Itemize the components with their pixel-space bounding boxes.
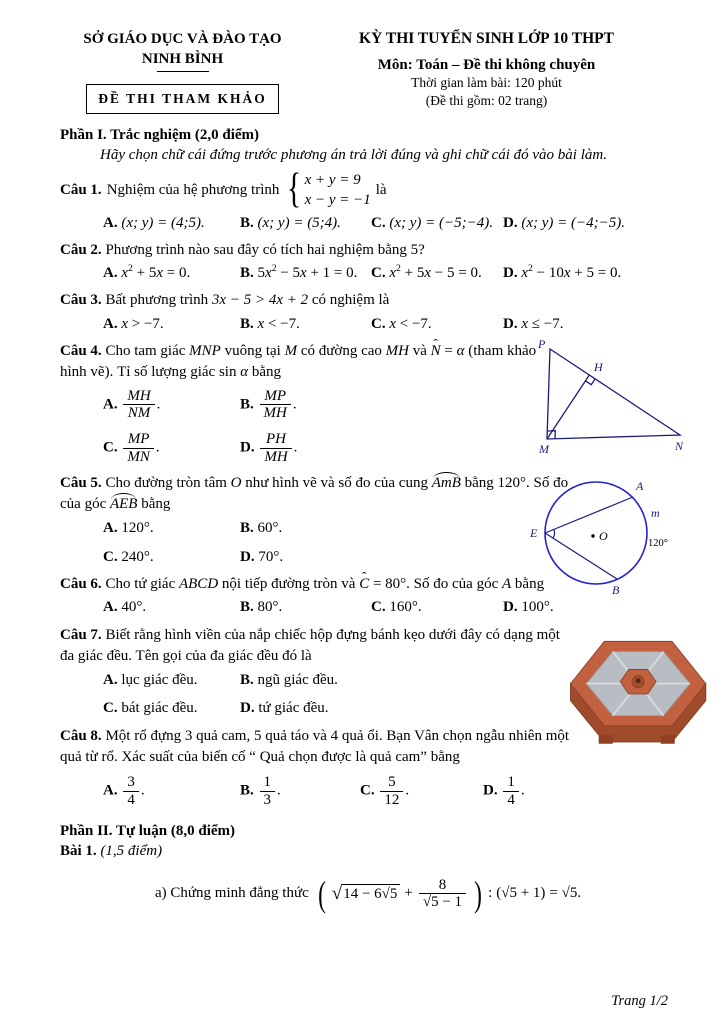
option-a: A. 40°. bbox=[103, 599, 147, 616]
center-dot bbox=[591, 534, 594, 537]
question-7-text: Câu 7. Biết rằng hình viền của nắp chiếc hộp đựng bánh kẹo dưới đây có dạng một đa giác đều. Tên gọi của đa giác đều đó là bbox=[60, 626, 560, 664]
option-a: A. $\frac{MH}{NM}$ . bbox=[103, 387, 161, 422]
header-divider bbox=[157, 71, 209, 72]
option-b: B. ngũ giác đều. bbox=[240, 672, 338, 689]
statement-prefix: a) Chứng minh đẳng thức bbox=[155, 885, 309, 902]
vertex-label-p: P bbox=[538, 336, 546, 351]
option-b: B. 60°. bbox=[240, 520, 283, 537]
question-3 bbox=[60, 290, 668, 335]
question-2 bbox=[60, 240, 668, 285]
vertex-label-n: N bbox=[675, 438, 684, 453]
option-d: D. x ≤ −7. bbox=[503, 315, 564, 332]
right-triangle-figure bbox=[520, 335, 692, 457]
question-1-options bbox=[103, 213, 668, 234]
radical-expression: √ 14 − 6√5 bbox=[332, 884, 401, 903]
duration-line: Thời gian làm bài: 120 phút bbox=[411, 75, 562, 90]
question-3-options bbox=[103, 314, 668, 335]
question-3-text: Câu 3. Bất phương trình 3x − 5 > 4x + 2 có nghiệm là bbox=[60, 292, 390, 309]
question-6-options bbox=[103, 597, 668, 618]
question-1 bbox=[60, 166, 668, 234]
triangle-outline bbox=[547, 349, 680, 439]
altitude-line bbox=[547, 375, 589, 439]
point-label-e: E bbox=[530, 525, 538, 540]
big-paren-open: ( bbox=[317, 873, 326, 914]
question-5-text: Câu 5. Cho đường tròn tâm O như hình vẽ và số đo của cung AmB bằng 120°. Số đo của góc AEB bằng bbox=[60, 474, 569, 513]
option-a: A. x > −7. bbox=[103, 315, 164, 332]
exam-type-box: ĐỀ THI THAM KHẢO bbox=[86, 84, 278, 114]
page-number: Trang 1/2 bbox=[611, 993, 668, 1009]
part1-instruction: Hãy chọn chữ cái đứng trước phương án trả lời đúng và ghi chữ cái đó vào bài làm. bbox=[100, 147, 607, 163]
question-8-options bbox=[103, 773, 668, 810]
option-d: D. (x; y) = (−4;−5). bbox=[503, 214, 625, 231]
question-8 bbox=[60, 726, 668, 810]
option-c: C. 160°. bbox=[371, 599, 422, 616]
question-text-post: là bbox=[375, 181, 387, 198]
option-d: D. 100°. bbox=[503, 599, 554, 616]
option-d: D. $x^2 - 10x + 5 = 0$. bbox=[503, 263, 622, 282]
big-paren-close: ) bbox=[474, 873, 482, 914]
option-c: C. x < −7. bbox=[371, 315, 432, 332]
option-d: D. $\frac{PH}{MH}$ . bbox=[240, 431, 298, 465]
option-c: C. bát giác đều. bbox=[103, 700, 198, 717]
option-d: D. tứ giác đều. bbox=[240, 700, 329, 717]
question-1-text bbox=[60, 166, 668, 213]
option-a: A. $\frac{3}{4}$ . bbox=[103, 774, 145, 809]
system-equations bbox=[305, 170, 371, 211]
header-left bbox=[60, 30, 305, 114]
question-label: Câu 1. bbox=[60, 181, 102, 198]
exercise-points: (1,5 điểm) bbox=[100, 842, 163, 859]
header bbox=[60, 30, 668, 114]
question-7 bbox=[60, 625, 668, 720]
question-8-text: Câu 8. Một rổ đựng 3 quả cam, 5 quả táo và 4 quả ổi. Bạn Vân chọn ngẫu nhiên một quả từ rổ. Xác suất của biến cố “ Quả chọn được là quả cam” bằng bbox=[60, 727, 570, 766]
option-d: D. 70°. bbox=[240, 548, 284, 565]
part1-heading: Phần I. Trắc nghiệm (2,0 điểm) bbox=[60, 127, 260, 143]
option-a: A. $x^2 + 5x = 0$. bbox=[103, 263, 191, 282]
option-b: B. (x; y) = (5;4). bbox=[240, 214, 341, 231]
option-b: B. $5x^2 - 5x + 1 = 0$. bbox=[240, 263, 358, 282]
arc-label-m: m bbox=[651, 505, 660, 520]
vertex-label-h: H bbox=[594, 359, 603, 374]
option-d: D. $\frac{1}{4}$ . bbox=[483, 774, 525, 809]
exam-title: KỲ THI TUYỂN SINH LỚP 10 THPT bbox=[359, 30, 614, 47]
equation-2: x − y = −1 bbox=[304, 192, 371, 209]
option-b: B. x < −7. bbox=[240, 315, 300, 332]
system-brace: { bbox=[287, 166, 302, 213]
option-a: A. 120°. bbox=[103, 520, 154, 537]
division-colon: : bbox=[488, 885, 493, 902]
question-7-options bbox=[103, 670, 433, 720]
question-2-options bbox=[103, 263, 668, 284]
option-a: A. (x; y) = (4;5). bbox=[103, 214, 205, 231]
option-a: A. lục giác đều. bbox=[103, 672, 198, 689]
option-b: B. $\frac{MP}{MH}$ . bbox=[240, 387, 297, 422]
arc-degree-label: 120° bbox=[648, 537, 668, 549]
option-c: C. $x^2 + 5x - 5 = 0$. bbox=[371, 263, 482, 282]
plus-operator: + bbox=[404, 885, 413, 902]
question-4 bbox=[60, 336, 684, 467]
option-c: C. (x; y) = (−5;−4). bbox=[371, 214, 493, 231]
question-2-text: Câu 2. Phương trình nào sau đây có tích hai nghiệm bằng 5? bbox=[60, 241, 425, 258]
equation-1: x + y = 9 bbox=[304, 172, 361, 188]
fraction: $\frac{8}{√5 - 1}$ bbox=[419, 877, 466, 912]
equals-result: = √5. bbox=[549, 885, 582, 902]
option-c: C. 240°. bbox=[103, 548, 154, 565]
box-knob-dot bbox=[636, 678, 641, 683]
subject-line: Môn: Toán – Đề thi không chuyên bbox=[377, 57, 596, 73]
option-c: C. $\frac{5}{12}$ . bbox=[360, 774, 410, 809]
angle-mark-e bbox=[553, 529, 554, 538]
department-name: SỞ GIÁO DỤC VÀ ĐÀO TẠO bbox=[83, 31, 282, 47]
province-name: NINH BÌNH bbox=[141, 50, 224, 67]
question-6-text: Câu 6. Cho tứ giác ABCD nội tiếp đường tròn và C ˆ = 80°. Số đo của góc A bằng bbox=[60, 574, 645, 595]
option-b: B. $\frac{1}{3}$ . bbox=[240, 774, 281, 809]
option-b: B. 80°. bbox=[240, 599, 283, 616]
point-label-b: B bbox=[612, 582, 620, 597]
center-label-o: O bbox=[599, 528, 608, 543]
question-6 bbox=[60, 574, 668, 619]
pages-line: (Đề thi gồm: 02 trang) bbox=[425, 92, 548, 108]
point-label-a: A bbox=[636, 478, 644, 493]
option-c: C. $\frac{MP}{MN}$ . bbox=[103, 431, 160, 465]
exercise-1-heading bbox=[60, 843, 668, 860]
question-4-options bbox=[103, 387, 433, 467]
equation-system bbox=[284, 166, 371, 213]
chord-ea bbox=[545, 497, 633, 533]
group-expression: (√5 + 1) bbox=[496, 885, 546, 902]
header-right bbox=[305, 30, 668, 114]
exercise-1a bbox=[155, 868, 668, 920]
part2-heading: Phần II. Tự luận (8,0 điểm) bbox=[60, 822, 236, 839]
question-5-options bbox=[103, 518, 433, 568]
vertex-label-m: M bbox=[539, 441, 549, 456]
question-text: Nghiệm của hệ phương trình bbox=[106, 181, 280, 198]
exercise-label: Bài 1. bbox=[60, 842, 97, 859]
question-4-text: Câu 4. Cho tam giác MNP vuông tại M có đường cao MH và N ˆ = α (tham khảo hình vẽ). Tỉ số lượng giác sin α bằng bbox=[60, 341, 538, 384]
